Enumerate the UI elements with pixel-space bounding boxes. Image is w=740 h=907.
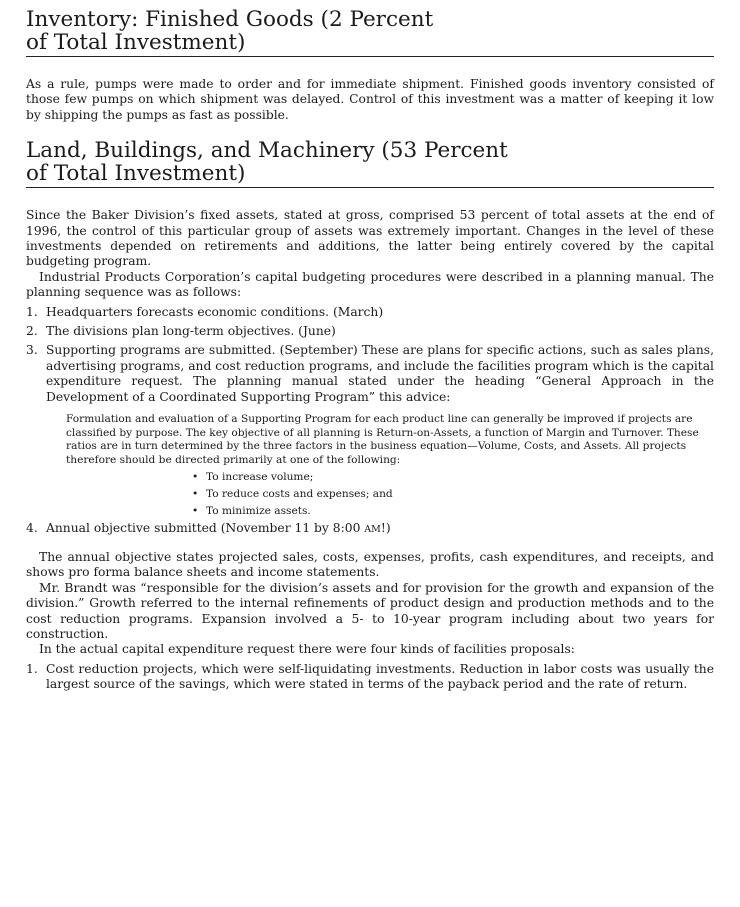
proposals-list bbox=[26, 662, 714, 693]
paragraph-finished-goods: As a rule, pumps were made to order and for immediate shipment. Finished goods inventory consisted of those few pumps on which shipment was delayed. Control of this investment was a matter of keeping it low by shipping the pumps as fast as possible. bbox=[26, 77, 714, 122]
paragraph-fixed-assets: Since the Baker Division’s fixed assets, stated at gross, comprised 53 percent of total assets at the end of 1996, the control of this particular group of assets was extremely important. Changes in the level of these investments depended on retirements and additions, the latter being entirely covered by the capital budgeting program. bbox=[26, 208, 714, 269]
list-item: 2. The divisions plan long-term objectives. (June) bbox=[26, 324, 336, 339]
bullet-list bbox=[46, 471, 714, 517]
heading-finished-goods: Inventory: Finished Goods (2 Percent of Total Investment) bbox=[26, 8, 714, 57]
bullet-item: • To reduce costs and expenses; and bbox=[192, 488, 714, 501]
list-item: 4. Annual objective submitted (November 11 by 8:00 AM!) bbox=[26, 521, 391, 536]
block-quote: Formulation and evaluation of a Supporting Program for each product line can generally be improved if projects are classified by purpose. The key objective of all planning is Return-on-Assets, a function of Margin and Turnover. These ratios are in turn determined by the three factors in the business equation—Volume, Costs, and Assets. All projects therefore should be directed primarily at one of the following: bbox=[66, 413, 699, 466]
list-item: 3. Supporting programs are submitted. (September) These are plans for specific actions, such as sales plans, advertising programs, and cost reduction programs, and include the facilities program which is the capital expenditure request. The planning manual stated under the heading “General Approach in the Development of a Coordinated Supporting Program” this advice: Formulation and evaluation of a Supporting Program for each product line can generally be improved if projects are classified by purpose. The key objective of all planning is Return-on-Assets, a function of Margin and Turnover. These ratios are in turn determined by the three factors in the business equation—Volume, Costs, and Assets. All projects therefore should be directed primarily at one of the following: • To increase volume; • To reduce costs and expenses; and • To minimize assets. bbox=[26, 343, 714, 517]
paragraph-capital-budgeting: Industrial Products Corporation’s capital budgeting procedures were described in a planning manual. The planning sequence was as follows: bbox=[26, 269, 714, 300]
list-item: 1. Headquarters forecasts economic conditions. (March) bbox=[26, 304, 384, 319]
planning-sequence-list bbox=[26, 305, 714, 538]
list-item: 1. Cost reduction projects, which were self-liquidating investments. Reduction in labor costs was usually the largest source of the savings, which were stated in terms of the payback period and the rate of return. bbox=[26, 661, 714, 692]
paragraph-proposals-intro: In the actual capital expenditure request there were four kinds of facilities proposals: bbox=[39, 642, 575, 657]
heading-land-buildings: Land, Buildings, and Machinery (53 Percent of Total Investment) bbox=[26, 139, 714, 188]
bullet-item: • To minimize assets. bbox=[192, 505, 714, 518]
paragraph-brandt: Mr. Brandt was “responsible for the division’s assets and for provision for the growth and expansion of the division.” Growth referred to the internal refinements of product design and production methods and to the cost reduction programs. Expansion involved a 5- to 10-year program including about two years for construction. bbox=[26, 580, 714, 641]
bullet-item: • To increase volume; bbox=[192, 471, 714, 484]
paragraph-annual-objective: The annual objective states projected sales, costs, expenses, profits, cash expenditures, and receipts, and shows pro forma balance sheets and income statements. bbox=[26, 549, 714, 580]
